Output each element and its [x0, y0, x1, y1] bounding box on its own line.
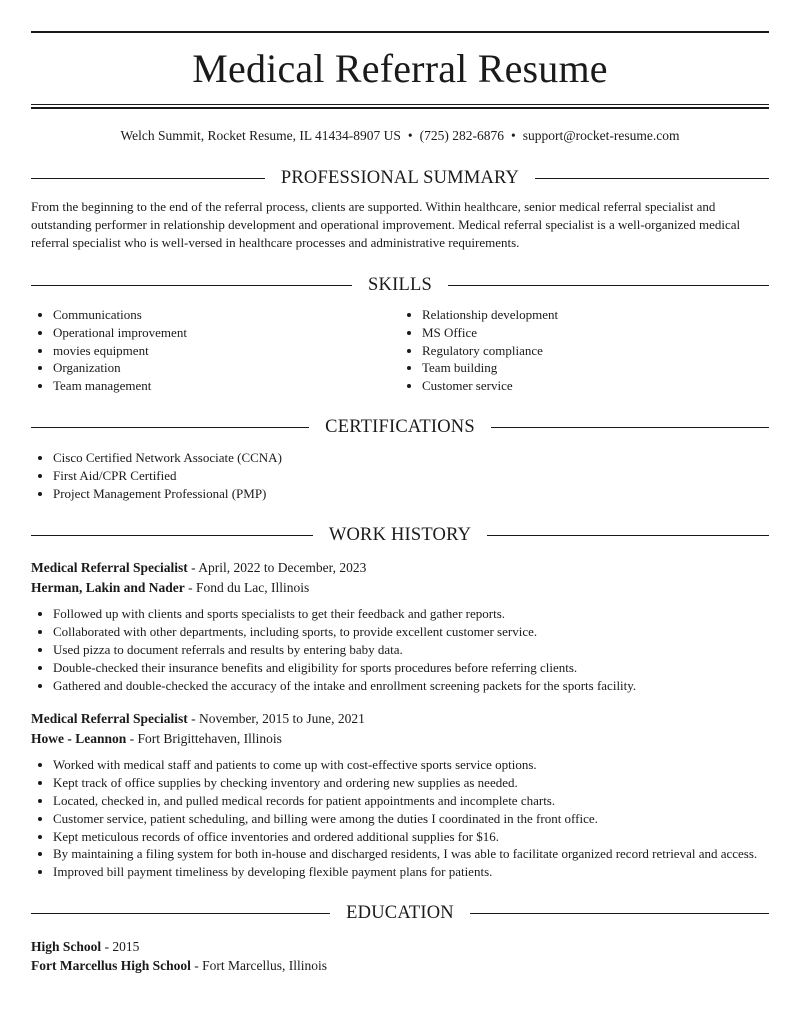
list-item: • movies equipment — [53, 342, 400, 360]
list-item: • Gathered and double-checked the accuracy of the intake and enrollment screening packets for the sports facility. — [53, 677, 769, 695]
divider — [31, 285, 352, 286]
divider — [31, 913, 330, 914]
divider — [31, 535, 313, 536]
list-item: • Kept meticulous records of office inventories and ordered additional supplies for $16. — [53, 828, 769, 846]
job-bullets — [31, 605, 769, 694]
list-item: • Project Management Professional (PMP) — [53, 485, 769, 503]
skills-columns — [31, 296, 769, 395]
contact-phone: (725) 282-6876 — [419, 128, 504, 143]
section-title: EDUCATION — [346, 903, 454, 924]
list-item: • MS Office — [422, 324, 769, 342]
list-item: • Team building — [422, 359, 769, 377]
school-name: Fort Marcellus High School — [31, 957, 191, 973]
list-item: • Team management — [53, 377, 400, 395]
separator: • — [407, 128, 413, 143]
list-item: • Collaborated with other departments, including sports, to provide excellent customer service. — [53, 623, 769, 641]
job-title: Medical Referral Specialist — [31, 560, 188, 576]
section-header-summary — [31, 167, 769, 189]
list-item: • Worked with medical staff and patients to come up with cost-effective sports service options. — [53, 756, 769, 774]
divider — [487, 535, 769, 536]
section-title: SKILLS — [368, 274, 432, 295]
skills-list-right — [400, 306, 769, 395]
section-header-skills — [31, 274, 769, 296]
school-location: - Fort Marcellus, Illinois — [190, 957, 327, 973]
section-header-education — [31, 903, 769, 925]
divider — [491, 427, 769, 428]
education-entry — [31, 937, 769, 975]
resume-title: Medical Referral Resume — [192, 46, 608, 91]
company-location: - Fort Brigittehaven, Illinois — [126, 730, 282, 746]
job-bullets — [31, 756, 769, 881]
list-item: • Followed up with clients and sports specialists to get their feedback and gather reports. — [53, 605, 769, 623]
divider — [470, 913, 769, 914]
list-item: • Double-checked their insurance benefits and eligibility for sports procedures before referring clients. — [53, 659, 769, 677]
section-header-work — [31, 524, 769, 546]
education-school-line — [31, 956, 769, 975]
list-item: • Customer service, patient scheduling, and billing were among the duties I coordinated in the front office. — [53, 810, 769, 828]
list-item: • Organization — [53, 359, 400, 377]
list-item: • Regulatory compliance — [422, 342, 769, 360]
list-item: • Located, checked in, and pulled medical records for patient appointments and incomplete charts. — [53, 792, 769, 810]
company-name: Herman, Lakin and Nader — [31, 579, 185, 595]
job-dates: - November, 2015 to June, 2021 — [187, 711, 365, 727]
list-item: • Customer service — [422, 377, 769, 395]
contact-address: Welch Summit, Rocket Resume, IL 41434-8907 US — [120, 128, 401, 143]
list-item: • Used pizza to document referrals and results by entering baby data. — [53, 641, 769, 659]
list-item: • By maintaining a filing system for both in-house and discharged residents, I was able to facilitate organized record retrieval and access. — [53, 845, 769, 863]
divider — [448, 285, 769, 286]
list-item: • First Aid/CPR Certified — [53, 467, 769, 485]
contact-line — [31, 127, 769, 145]
contact-email: support@rocket-resume.com — [522, 128, 680, 143]
job-company-line — [31, 729, 769, 749]
list-item: • Kept track of office supplies by checking inventory and ordering new supplies as needed. — [53, 774, 769, 792]
job-dates: - April, 2022 to December, 2023 — [187, 560, 367, 576]
list-item: • Improved bill payment timeliness by developing flexible payment plans for patients. — [53, 863, 769, 881]
job-entry — [31, 709, 769, 881]
summary-text: From the beginning to the end of the referral process, clients are supported. Within healthcare, senior medical referral specialist and outstanding performer in relationship development and operational improvement. Medical referral specialist is a well-organized medical referral specialist who is well-versed in healthcare processes and administrative requirements. — [31, 199, 741, 250]
job-title-line — [31, 709, 769, 729]
skills-list-left — [31, 306, 400, 395]
divider — [535, 178, 769, 179]
job-title-line — [31, 558, 769, 578]
job-title: Medical Referral Specialist — [31, 711, 188, 727]
job-company-line — [31, 578, 769, 598]
list-item: • Cisco Certified Network Associate (CCNA) — [53, 449, 769, 467]
education-degree-line — [31, 937, 769, 956]
list-item: • Relationship development — [422, 306, 769, 324]
separator: • — [511, 128, 516, 143]
section-title: PROFESSIONAL SUMMARY — [280, 167, 520, 188]
graduation-year: - 2015 — [101, 938, 140, 954]
certifications-list — [31, 449, 769, 502]
section-title: WORK HISTORY — [328, 524, 472, 545]
company-name: Howe - Leannon — [31, 730, 127, 746]
section-header-certifications — [31, 417, 769, 439]
section-title: CERTIFICATIONS — [325, 417, 475, 438]
double-divider — [31, 104, 769, 109]
list-item: • Communications — [53, 306, 400, 324]
company-location: - Fond du Lac, Illinois — [184, 579, 310, 595]
divider — [31, 427, 309, 428]
degree: High School — [31, 938, 102, 954]
top-divider — [31, 31, 769, 33]
divider — [31, 178, 265, 179]
list-item: • Operational improvement — [53, 324, 400, 342]
job-entry — [31, 558, 769, 694]
work-history — [31, 558, 769, 881]
